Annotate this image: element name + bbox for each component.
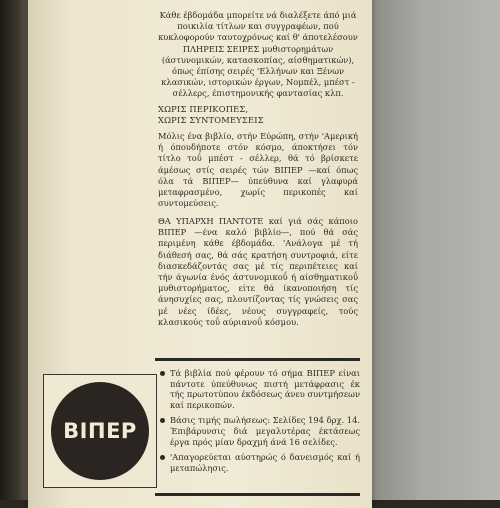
- advert-bottom-rule: [155, 493, 360, 496]
- bullet-icon: [160, 418, 165, 423]
- logo-circle: [51, 382, 149, 480]
- advert-note-text: Τά βιβλία πού φέρουν τό σήμα ΒΙΠΕΡ είναι πάντοτε ύπεύθυνως πιστή μετάφρασις έκ τής πρωτοτύπου έκδόσεως άνευ συντμήσεων καί περικοπών.: [170, 368, 360, 410]
- body-paragraph-two: [158, 131, 358, 209]
- advert-note: [160, 415, 360, 447]
- bullet-icon: [160, 371, 165, 376]
- paragraph-two-text: Μόλις ένα βιβλίο, στήν Εύρώπη, στήν 'Αμερική ή όπουδήποτε στόν κόσμο, άποκτήσει τόν τίτλο τοΰ μπέστ - σέλλερ, θά τό βρίσκετε άμέσως στίς σειρές τών ΒΙΠΕΡ —καί όπως όλα τά ΒΙΠΕΡ— ύπεύθυνα καί γλαφυρά μεταφρασμένο, χωρίς περικοπές καί συντομεύσεις.: [158, 131, 358, 209]
- heading-line-1: ΧΩΡΙΣ ΠΕΡΙΚΟΠΕΣ,: [158, 104, 249, 114]
- heading-line-2: ΧΩΡΙΣ ΣΥΝΤΟΜΕΥΣΕΙΣ: [158, 115, 264, 126]
- advert-notes-list: [160, 368, 360, 478]
- advert-note: [160, 368, 360, 410]
- table-surface: [368, 0, 500, 500]
- paragraph-three-text: ΘΑ ΥΠΑΡΧΗ ΠΑΝΤΟΤΕ καί γιά σάς κάποιο ΒΙΠΕΡ —ένα καλό βιβλίο—, πού θά σάς περιμένη κάθε έβδομάδα. 'Ανάλογα μέ τή διάθεσή σας, θά σάς κρατήση συντροφιά, είτε διασκεδάζοντάς σας μέ τίς περιπέτειες καί τήν άγωνία ένός άστυνομικοΰ ή αίσθηματικοΰ μυθιστορήματος, είτε θά ίκανοποιήση τίς άνησυχίες σας, πλουτίζοντας τίς γνώσεις σας μέ νέες ίδέες, νέους συγγραφείς, τούς κλασικούς τοΰ αύριανοΰ κόσμου.: [158, 216, 358, 327]
- advert-note-text: Βάσις τιμής πωλήσεως: Σελίδες 194 δρχ. 14. Έπιβάρυνσις διά μεγαλυτέρας έκτάσεως έργα πρός μίαν δραχμή άνά 16 σελίδες.: [170, 415, 360, 447]
- section-heading: [158, 104, 358, 126]
- bullet-icon: [160, 455, 165, 460]
- advert-note: [160, 452, 360, 473]
- body-paragraph-three: [158, 216, 358, 328]
- intro-text: Κάθε έβδομάδα μπορείτε νά διαλέξετε άπό μιά ποικιλία τίτλων και συγγραφέων, πού κυκλοφορούν ταυτοχρόνως καί θ' άποτελέσουν ΠΛΗΡΕΙΣ ΣΕΙΡΕΣ μυθιστορημάτων (άστυνομικών, κατασκοπίας, αίσθηματικών), όπως έπίσης σειρές 'Ελλήνων και Ξένων κλασικών, ιστορικών έργων, Νομπέλ, μπέστ - σέλλερς, έπιστημονικής φαντασίας κλπ.: [158, 10, 358, 99]
- advert-top-rule: [155, 358, 360, 361]
- logo-text: ΒΙΠΕΡ: [63, 419, 137, 443]
- advert-note-text: 'Απαγορεύεται αύστηρώς ό δανεισμός καί ή μεταπώλησις.: [170, 452, 360, 473]
- viper-logo: [43, 374, 157, 488]
- intro-paragraph: [158, 10, 358, 100]
